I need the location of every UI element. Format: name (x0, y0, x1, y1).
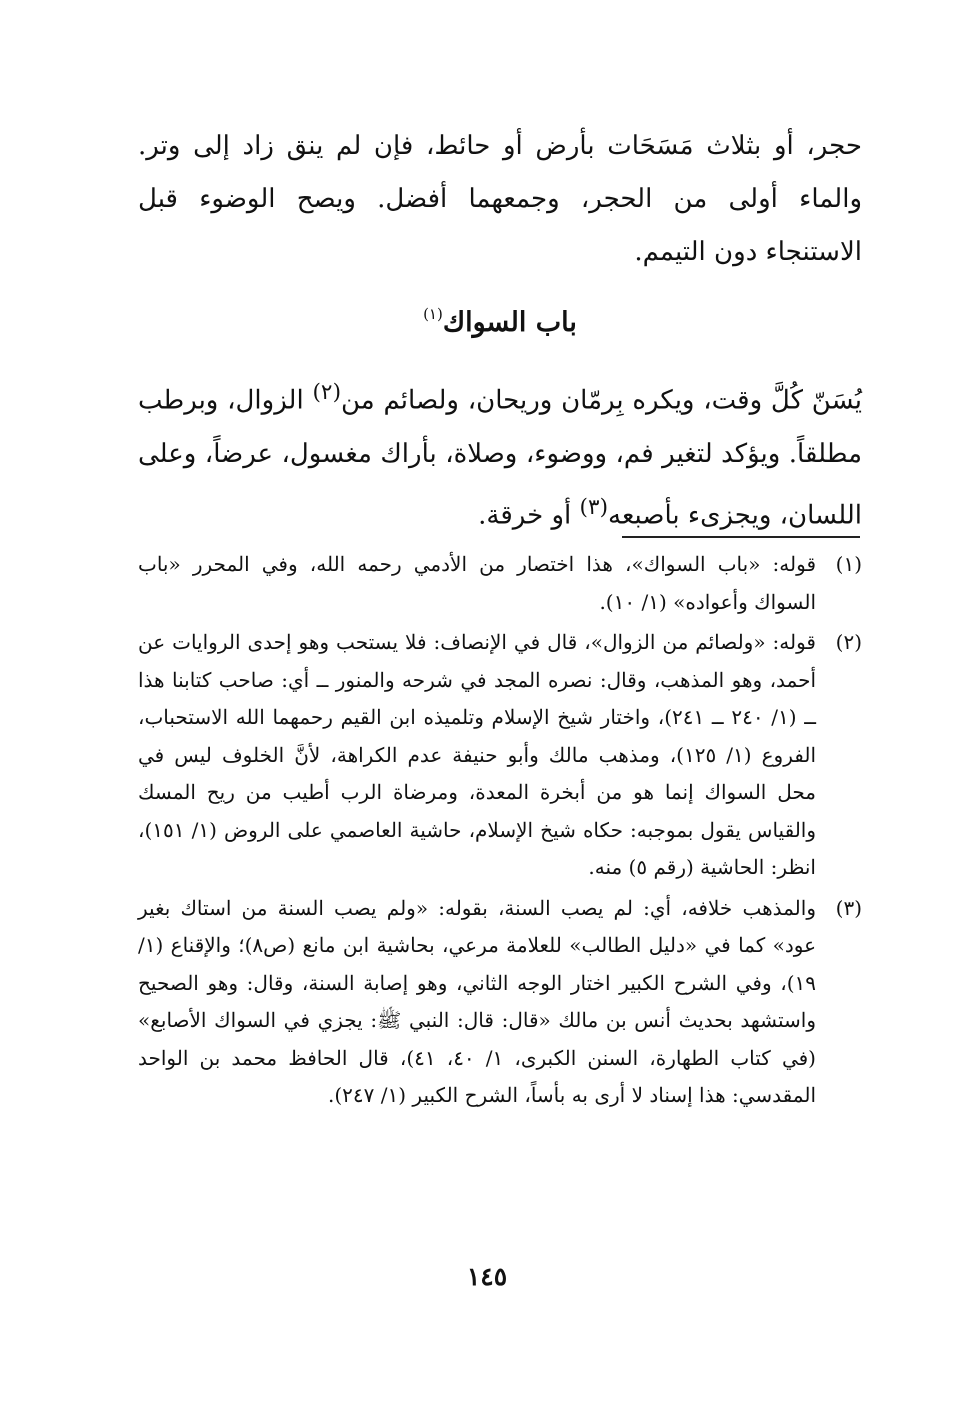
footnote-marker-2: (٢) (312, 380, 342, 405)
footnote-item (138, 546, 862, 621)
footnote-number: (٢) (835, 630, 862, 654)
footnote-item (138, 624, 862, 887)
footnote-number: (١) (835, 552, 862, 576)
heading-title: باب السواك (442, 307, 577, 338)
footnote-number: (٣) (835, 895, 862, 920)
page-number: ١٤٥ (466, 1262, 508, 1291)
opening-paragraph: حجر، أو بثلاث مَسَحَات بأرض أو حائط، فإن لم ينق زاد إلى وتر. والماء أولى من الحجر، وجمعهما أفضل. ويصح الوضوء قبل الاستنجاء دون التيمم. (138, 131, 862, 267)
footnote-text: قوله: «ولصائم من الزوال»، قال في الإنصاف: فلا يستحب وهو إحدى الروايات عن أحمد، وهو المذهب، وقال: نصره المجد في شرحه والمنور ــ أي: صاحب كتابنا هذا ــ (١/ ٢٤٠ ــ ٢٤١)، واختار شيخ الإسلام وتلميذه ابن القيم رحمهما الله الاستحباب، الفروع (١/ ١٢٥)، ومذهب مالك وأبو حنيفة عدم الكراهة، لأنَّ الخلوف ليس في محل السواك إنما هو من أبخرة المعدة، ومرضاة الرب أطيب من ريح المسك والقياس يقول بموجبه: حكاه شيخ الإسلام، حاشية العاصمي على الروض (١/ ١٥١)، انظر: الحاشية (رقم ٥) منه. (138, 630, 816, 879)
footnotes (138, 546, 862, 1118)
footnote-text: والمذهب خلافه، أي: لم يصب السنة، بقوله: «ولم يصب السنة من استاك بغير عود» كما في «دليل الطالب» للعلامة مرعي، بحاشية ابن مانع (ص٨)؛ والإقناع (١/ ١٩)، وفي الشرح الكبير اختار الوجه الثاني، وهو إصابة السنة، وقال: وهو الصحيح واستشهد بحديث أنس بن مالك «قال: قال: النبي ﷺ: يجزي في السواك الأصابع» (في كتاب الطهارة، السنن الكبرى، ١/ ٤٠، ٤١)، قال الحافظ محمد بن الواحد المقدسي: هذا إسناد لا أرى به بأساً، الشرح الكبير (١/ ٢٤٧). (138, 895, 817, 1107)
footnote-separator (622, 536, 860, 538)
section-text-part-2: الزوال، وبرطب مطلقاً. ويؤكد لتغير فم، ووضوء، وصلاة، بأراك مغسول، عرضاً، وعلى اللسان، ويجزىء بأصبعه (138, 385, 862, 531)
footnote-text: قوله: «باب السواك»، هذا اختصار من الأدمي رحمه الله، وفي المحرر «باب السواك وأعواده» (١/ ١٠). (138, 552, 816, 614)
footnote-marker-3: (٣) (579, 494, 609, 520)
footnote-item (138, 890, 862, 1115)
heading-footnote-marker: (١) (423, 305, 443, 323)
section-text-part-3: أو خرقة. (478, 500, 580, 531)
section-text-part-1: يُسَنّ كُلَّ وقت، ويكره بِرمّان وريحان، ولصائم من (341, 385, 862, 416)
section-text-block (138, 366, 862, 542)
section-heading (138, 298, 862, 348)
main-text-block (138, 120, 862, 279)
section-paragraph (138, 366, 862, 542)
